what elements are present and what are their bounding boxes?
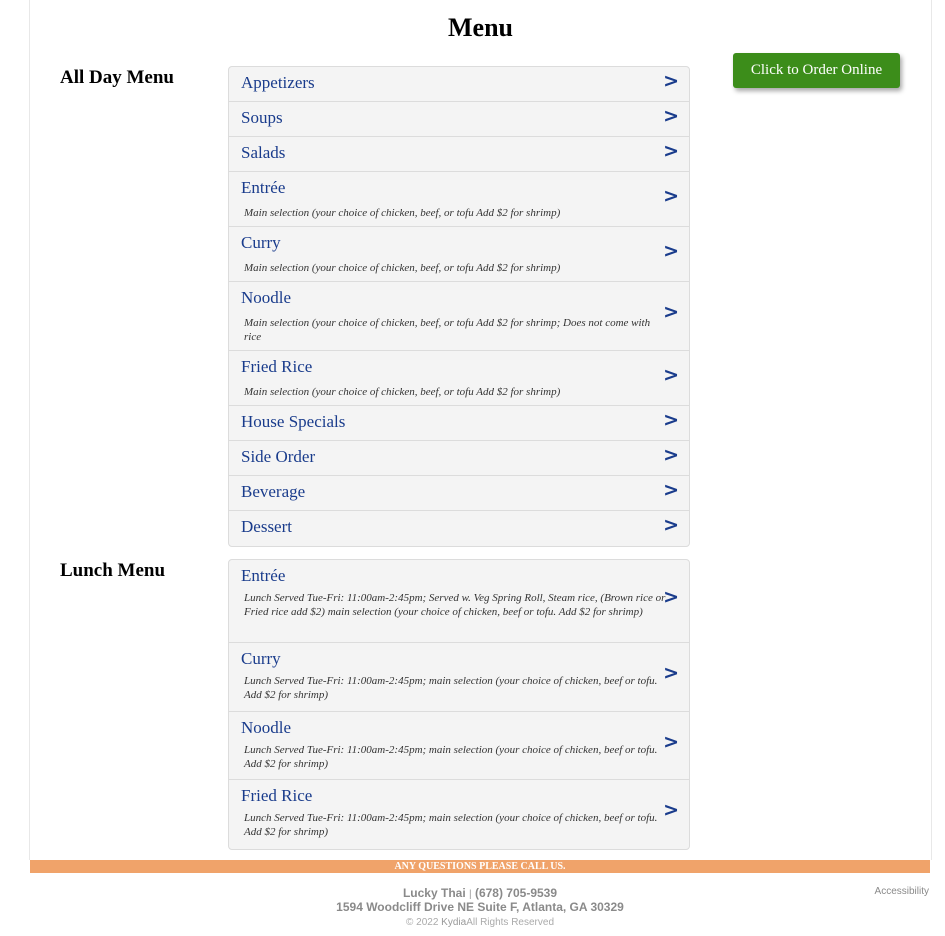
contact-line	[30, 886, 930, 900]
menu-item-house-specials[interactable]	[229, 406, 689, 441]
lunch-item-noodle[interactable]	[229, 712, 689, 780]
item-description: Lunch Served Tue-Fri: 11:00am-2:45pm; main selection (your choice of chicken, beef or tofu. Add $2 for shrimp)	[244, 812, 658, 838]
item-description: Main selection (your choice of chicken, beef, or tofu Add $2 for shrimp)	[244, 262, 561, 274]
menu-item-curry[interactable]	[229, 227, 689, 282]
menu-item-entree[interactable]	[229, 172, 689, 227]
chevron-right-icon: >	[663, 662, 679, 684]
chevron-right-icon: >	[663, 185, 679, 207]
item-description: Main selection (your choice of chicken, beef, or tofu Add $2 for shrimp)	[244, 207, 561, 219]
page-title: Menu	[448, 13, 513, 42]
item-description: Lunch Served Tue-Fri: 11:00am-2:45pm; main selection (your choice of chicken, beef or tofu. Add $2 for shrimp)	[244, 675, 658, 701]
lunch-item-curry[interactable]	[229, 643, 689, 712]
copyright-year: © 2022	[405, 917, 439, 928]
accessibility-link[interactable]: Accessibility	[874, 886, 929, 897]
item-name: Beverage	[241, 482, 306, 501]
lunch-menu-list	[228, 559, 690, 850]
menu-item-dessert[interactable]	[229, 511, 689, 546]
chevron-right-icon: >	[663, 301, 679, 323]
item-name: Fried Rice	[241, 786, 313, 805]
menu-item-appetizers[interactable]	[229, 67, 689, 102]
item-name: Noodle	[241, 288, 292, 307]
chevron-right-icon: >	[663, 105, 679, 127]
item-name: Fried Rice	[241, 357, 313, 376]
item-name: Salads	[241, 143, 286, 162]
order-online-button[interactable]: Click to Order Online	[733, 53, 900, 88]
chevron-right-icon: >	[663, 240, 679, 262]
menu-page	[29, 0, 932, 860]
chevron-right-icon: >	[663, 731, 679, 753]
menu-item-fried-rice[interactable]	[229, 351, 689, 406]
questions-banner: ANY QUESTIONS PLEASE CALL US.	[30, 860, 930, 873]
item-name: Side Order	[241, 447, 316, 466]
chevron-right-icon: >	[663, 514, 679, 536]
copyright-line	[30, 917, 930, 928]
item-name: Soups	[241, 108, 283, 127]
chevron-right-icon: >	[663, 799, 679, 821]
rights-text: All Rights Reserved	[466, 917, 554, 928]
item-name: Entrée	[241, 566, 286, 585]
chevron-right-icon: >	[663, 409, 679, 431]
item-name: Dessert	[241, 517, 292, 536]
chevron-right-icon: >	[663, 586, 679, 608]
brand-link[interactable]: Kydia	[441, 917, 467, 928]
all-day-menu-list	[228, 66, 690, 547]
menu-item-beverage[interactable]	[229, 476, 689, 511]
item-description: Main selection (your choice of chicken, beef, or tofu Add $2 for shrimp)	[244, 386, 561, 398]
lunch-menu-label: Lunch Menu	[60, 560, 166, 581]
item-name: House Specials	[241, 412, 346, 431]
phone-link[interactable]: (678) 705-9539	[474, 886, 558, 900]
menu-item-soups[interactable]	[229, 102, 689, 137]
address-line: 1594 Woodcliff Drive NE Suite F, Atlanta, GA 30329	[336, 900, 624, 914]
item-description: Lunch Served Tue-Fri: 11:00am-2:45pm; Served w. Veg Spring Roll, Steam rice, (Brown rice or Fried rice add $2) main selection (your choice of chicken, beef or tofu. Add $2 for shrimp)	[244, 592, 666, 618]
chevron-right-icon: >	[663, 364, 679, 386]
item-description: Lunch Served Tue-Fri: 11:00am-2:45pm; main selection (your choice of chicken, beef or tofu. Add $2 for shrimp)	[244, 744, 658, 770]
item-name: Entrée	[241, 178, 286, 197]
lunch-item-entree[interactable]	[229, 560, 689, 643]
item-description: Main selection (your choice of chicken, beef, or tofu Add $2 for shrimp; Does not come with rice	[244, 317, 651, 343]
item-name: Noodle	[241, 718, 292, 737]
separator: |	[469, 889, 472, 900]
business-name: Lucky Thai	[402, 886, 466, 900]
menu-item-noodle[interactable]	[229, 282, 689, 351]
chevron-right-icon: >	[663, 70, 679, 92]
all-day-menu-label: All Day Menu	[60, 67, 174, 88]
item-name: Curry	[241, 233, 281, 252]
menu-item-salads[interactable]	[229, 137, 689, 172]
item-name: Curry	[241, 649, 281, 668]
chevron-right-icon: >	[663, 444, 679, 466]
menu-item-side-order[interactable]	[229, 441, 689, 476]
lunch-item-fried-rice[interactable]	[229, 780, 689, 849]
item-name: Appetizers	[241, 73, 315, 92]
chevron-right-icon: >	[663, 140, 679, 162]
chevron-right-icon: >	[663, 479, 679, 501]
